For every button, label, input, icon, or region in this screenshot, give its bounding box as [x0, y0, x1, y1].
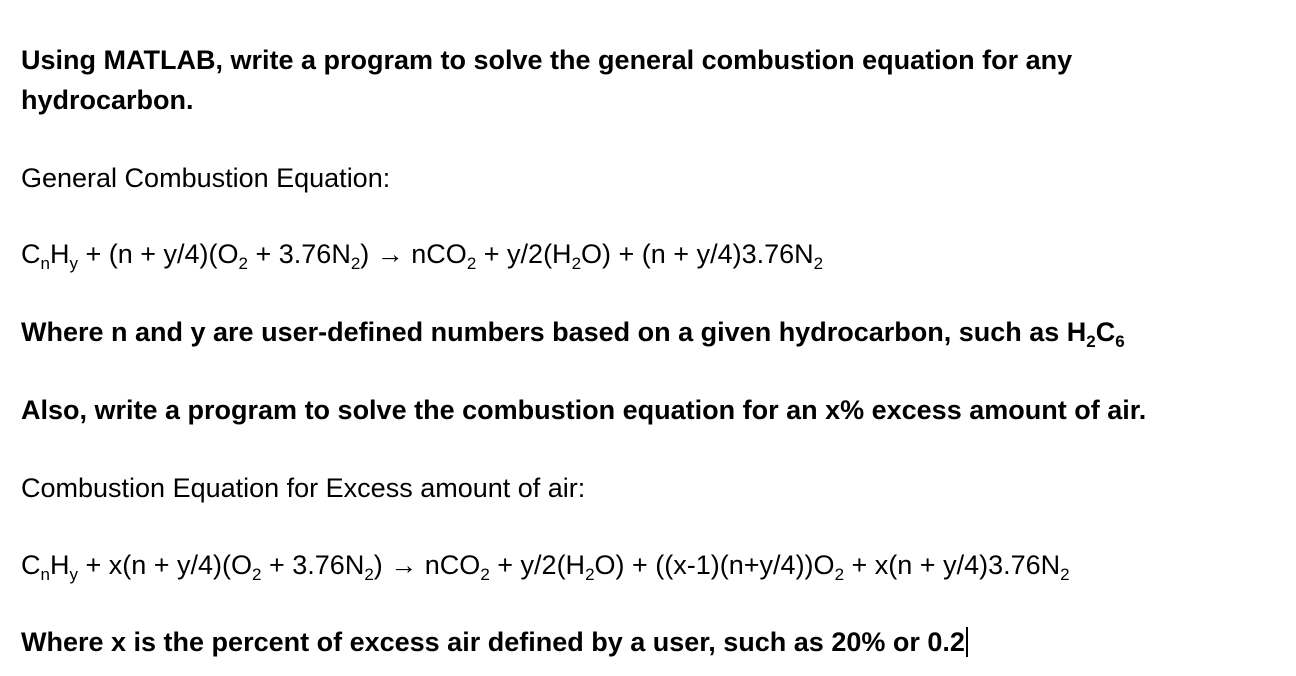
user-defined-note: Where n and y are user-defined numbers based on a given hydrocarbon, such as $H_2C_6$ — [21, 317, 1125, 351]
excess-air-combustion-equation: $C_nH_y + x(n + y/4)(O_2 + 3.76N_2) \to nCO_2 + y/2(H_2O) + ((x-1)(n+y/4))O_2 + x(n + y/4)3.76N_2$ — [21, 550, 1070, 584]
general-equation-label: General Combustion Equation: — [21, 163, 391, 193]
text-cursor — [966, 627, 968, 657]
excess-equation-label: Combustion Equation for Excess amount of air: — [21, 473, 586, 503]
general-combustion-equation: $C_nH_y + (n + y/4)(O_2 + 3.76N_2) \to nCO_2 + y/2(H_2O) + (n + y/4)3.76N_2$ — [21, 239, 824, 273]
excess-air-definition-note[interactable]: Where x is the percent of excess air defined by a user, such as 20% or 0.2 — [21, 626, 968, 658]
heading-line-2: hydrocarbon. — [21, 85, 194, 115]
heading-line-1: Using MATLAB, write a program to solve the general combustion equation for any — [21, 45, 1073, 75]
excess-air-instruction: Also, write a program to solve the combustion equation for an x% excess amount of air. — [21, 395, 1147, 425]
